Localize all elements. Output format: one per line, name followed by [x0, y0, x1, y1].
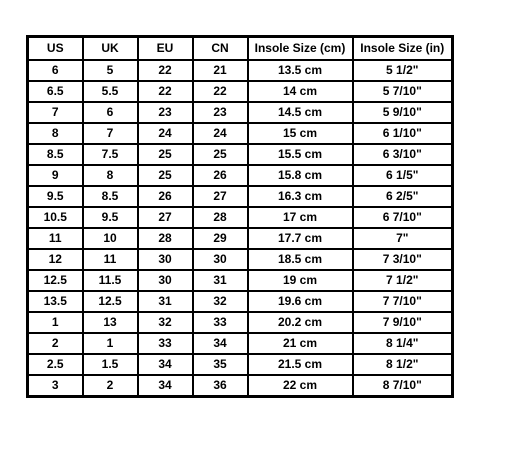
cell-insole-cm: 19.6 cm [248, 291, 353, 312]
cell-us-size: 9.5 [28, 186, 83, 207]
cell-us-size: 8 [28, 123, 83, 144]
column-header-eu-size: EU [138, 37, 193, 61]
cell-cn-size: 31 [193, 270, 248, 291]
cell-cn-size: 27 [193, 186, 248, 207]
cell-eu-size: 22 [138, 60, 193, 81]
table-row [28, 354, 453, 375]
table-row [28, 270, 453, 291]
cell-uk-size: 7.5 [83, 144, 138, 165]
column-header-cn-size: CN [193, 37, 248, 61]
cell-eu-size: 34 [138, 354, 193, 375]
cell-eu-size: 30 [138, 270, 193, 291]
cell-uk-size: 5.5 [83, 81, 138, 102]
table-body [28, 60, 453, 397]
cell-insole-in: 8 1/2" [353, 354, 453, 375]
table-row [28, 60, 453, 81]
table-row [28, 312, 453, 333]
cell-eu-size: 22 [138, 81, 193, 102]
column-header-insole-in: Insole Size (in) [353, 37, 453, 61]
cell-us-size: 3 [28, 375, 83, 397]
cell-insole-in: 5 7/10" [353, 81, 453, 102]
cell-eu-size: 27 [138, 207, 193, 228]
cell-insole-cm: 22 cm [248, 375, 353, 397]
table-row [28, 375, 453, 397]
cell-insole-in: 7 7/10" [353, 291, 453, 312]
column-header-us-size: US [28, 37, 83, 61]
header-row [28, 37, 453, 61]
cell-uk-size: 8 [83, 165, 138, 186]
cell-insole-cm: 15.8 cm [248, 165, 353, 186]
cell-cn-size: 34 [193, 333, 248, 354]
cell-uk-size: 12.5 [83, 291, 138, 312]
table-row [28, 186, 453, 207]
cell-insole-in: 8 7/10" [353, 375, 453, 397]
cell-insole-cm: 14.5 cm [248, 102, 353, 123]
cell-eu-size: 23 [138, 102, 193, 123]
cell-cn-size: 30 [193, 249, 248, 270]
cell-insole-in: 6 7/10" [353, 207, 453, 228]
cell-uk-size: 13 [83, 312, 138, 333]
cell-insole-in: 5 9/10" [353, 102, 453, 123]
cell-insole-cm: 13.5 cm [248, 60, 353, 81]
cell-us-size: 10.5 [28, 207, 83, 228]
table-row [28, 144, 453, 165]
table-row [28, 165, 453, 186]
cell-insole-in: 6 1/10" [353, 123, 453, 144]
size-chart-table [26, 35, 454, 398]
cell-us-size: 6.5 [28, 81, 83, 102]
table-row [28, 207, 453, 228]
cell-cn-size: 28 [193, 207, 248, 228]
cell-cn-size: 36 [193, 375, 248, 397]
cell-eu-size: 25 [138, 144, 193, 165]
cell-cn-size: 24 [193, 123, 248, 144]
cell-us-size: 13.5 [28, 291, 83, 312]
cell-us-size: 2 [28, 333, 83, 354]
cell-uk-size: 9.5 [83, 207, 138, 228]
cell-insole-cm: 21.5 cm [248, 354, 353, 375]
cell-insole-cm: 14 cm [248, 81, 353, 102]
cell-insole-in: 5 1/2" [353, 60, 453, 81]
cell-uk-size: 11.5 [83, 270, 138, 291]
table-row [28, 81, 453, 102]
column-header-insole-cm: Insole Size (cm) [248, 37, 353, 61]
cell-cn-size: 22 [193, 81, 248, 102]
cell-insole-in: 7 9/10" [353, 312, 453, 333]
cell-insole-in: 8 1/4" [353, 333, 453, 354]
cell-insole-in: 7 1/2" [353, 270, 453, 291]
cell-eu-size: 33 [138, 333, 193, 354]
table-row [28, 228, 453, 249]
table-row [28, 102, 453, 123]
cell-insole-in: 6 1/5" [353, 165, 453, 186]
cell-insole-cm: 20.2 cm [248, 312, 353, 333]
cell-eu-size: 28 [138, 228, 193, 249]
cell-uk-size: 6 [83, 102, 138, 123]
cell-us-size: 9 [28, 165, 83, 186]
cell-us-size: 12.5 [28, 270, 83, 291]
cell-uk-size: 11 [83, 249, 138, 270]
cell-uk-size: 7 [83, 123, 138, 144]
cell-eu-size: 34 [138, 375, 193, 397]
cell-insole-cm: 16.3 cm [248, 186, 353, 207]
table-row [28, 291, 453, 312]
cell-uk-size: 1 [83, 333, 138, 354]
table-row [28, 333, 453, 354]
cell-insole-in: 6 3/10" [353, 144, 453, 165]
cell-eu-size: 25 [138, 165, 193, 186]
cell-cn-size: 23 [193, 102, 248, 123]
cell-us-size: 7 [28, 102, 83, 123]
cell-insole-in: 7" [353, 228, 453, 249]
cell-eu-size: 32 [138, 312, 193, 333]
cell-insole-cm: 21 cm [248, 333, 353, 354]
cell-us-size: 12 [28, 249, 83, 270]
table-header [28, 37, 453, 61]
cell-insole-cm: 19 cm [248, 270, 353, 291]
cell-us-size: 1 [28, 312, 83, 333]
cell-us-size: 11 [28, 228, 83, 249]
cell-insole-cm: 17.7 cm [248, 228, 353, 249]
cell-uk-size: 8.5 [83, 186, 138, 207]
cell-insole-cm: 15 cm [248, 123, 353, 144]
cell-cn-size: 26 [193, 165, 248, 186]
cell-us-size: 2.5 [28, 354, 83, 375]
cell-eu-size: 31 [138, 291, 193, 312]
cell-cn-size: 25 [193, 144, 248, 165]
cell-cn-size: 29 [193, 228, 248, 249]
cell-eu-size: 26 [138, 186, 193, 207]
cell-us-size: 8.5 [28, 144, 83, 165]
cell-us-size: 6 [28, 60, 83, 81]
cell-insole-cm: 15.5 cm [248, 144, 353, 165]
column-header-uk-size: UK [83, 37, 138, 61]
cell-uk-size: 10 [83, 228, 138, 249]
cell-insole-in: 6 2/5" [353, 186, 453, 207]
cell-eu-size: 24 [138, 123, 193, 144]
cell-uk-size: 1.5 [83, 354, 138, 375]
table-row [28, 249, 453, 270]
cell-insole-in: 7 3/10" [353, 249, 453, 270]
table-row [28, 123, 453, 144]
cell-cn-size: 32 [193, 291, 248, 312]
cell-cn-size: 33 [193, 312, 248, 333]
cell-insole-cm: 17 cm [248, 207, 353, 228]
cell-uk-size: 5 [83, 60, 138, 81]
cell-eu-size: 30 [138, 249, 193, 270]
cell-cn-size: 21 [193, 60, 248, 81]
cell-cn-size: 35 [193, 354, 248, 375]
cell-uk-size: 2 [83, 375, 138, 397]
cell-insole-cm: 18.5 cm [248, 249, 353, 270]
